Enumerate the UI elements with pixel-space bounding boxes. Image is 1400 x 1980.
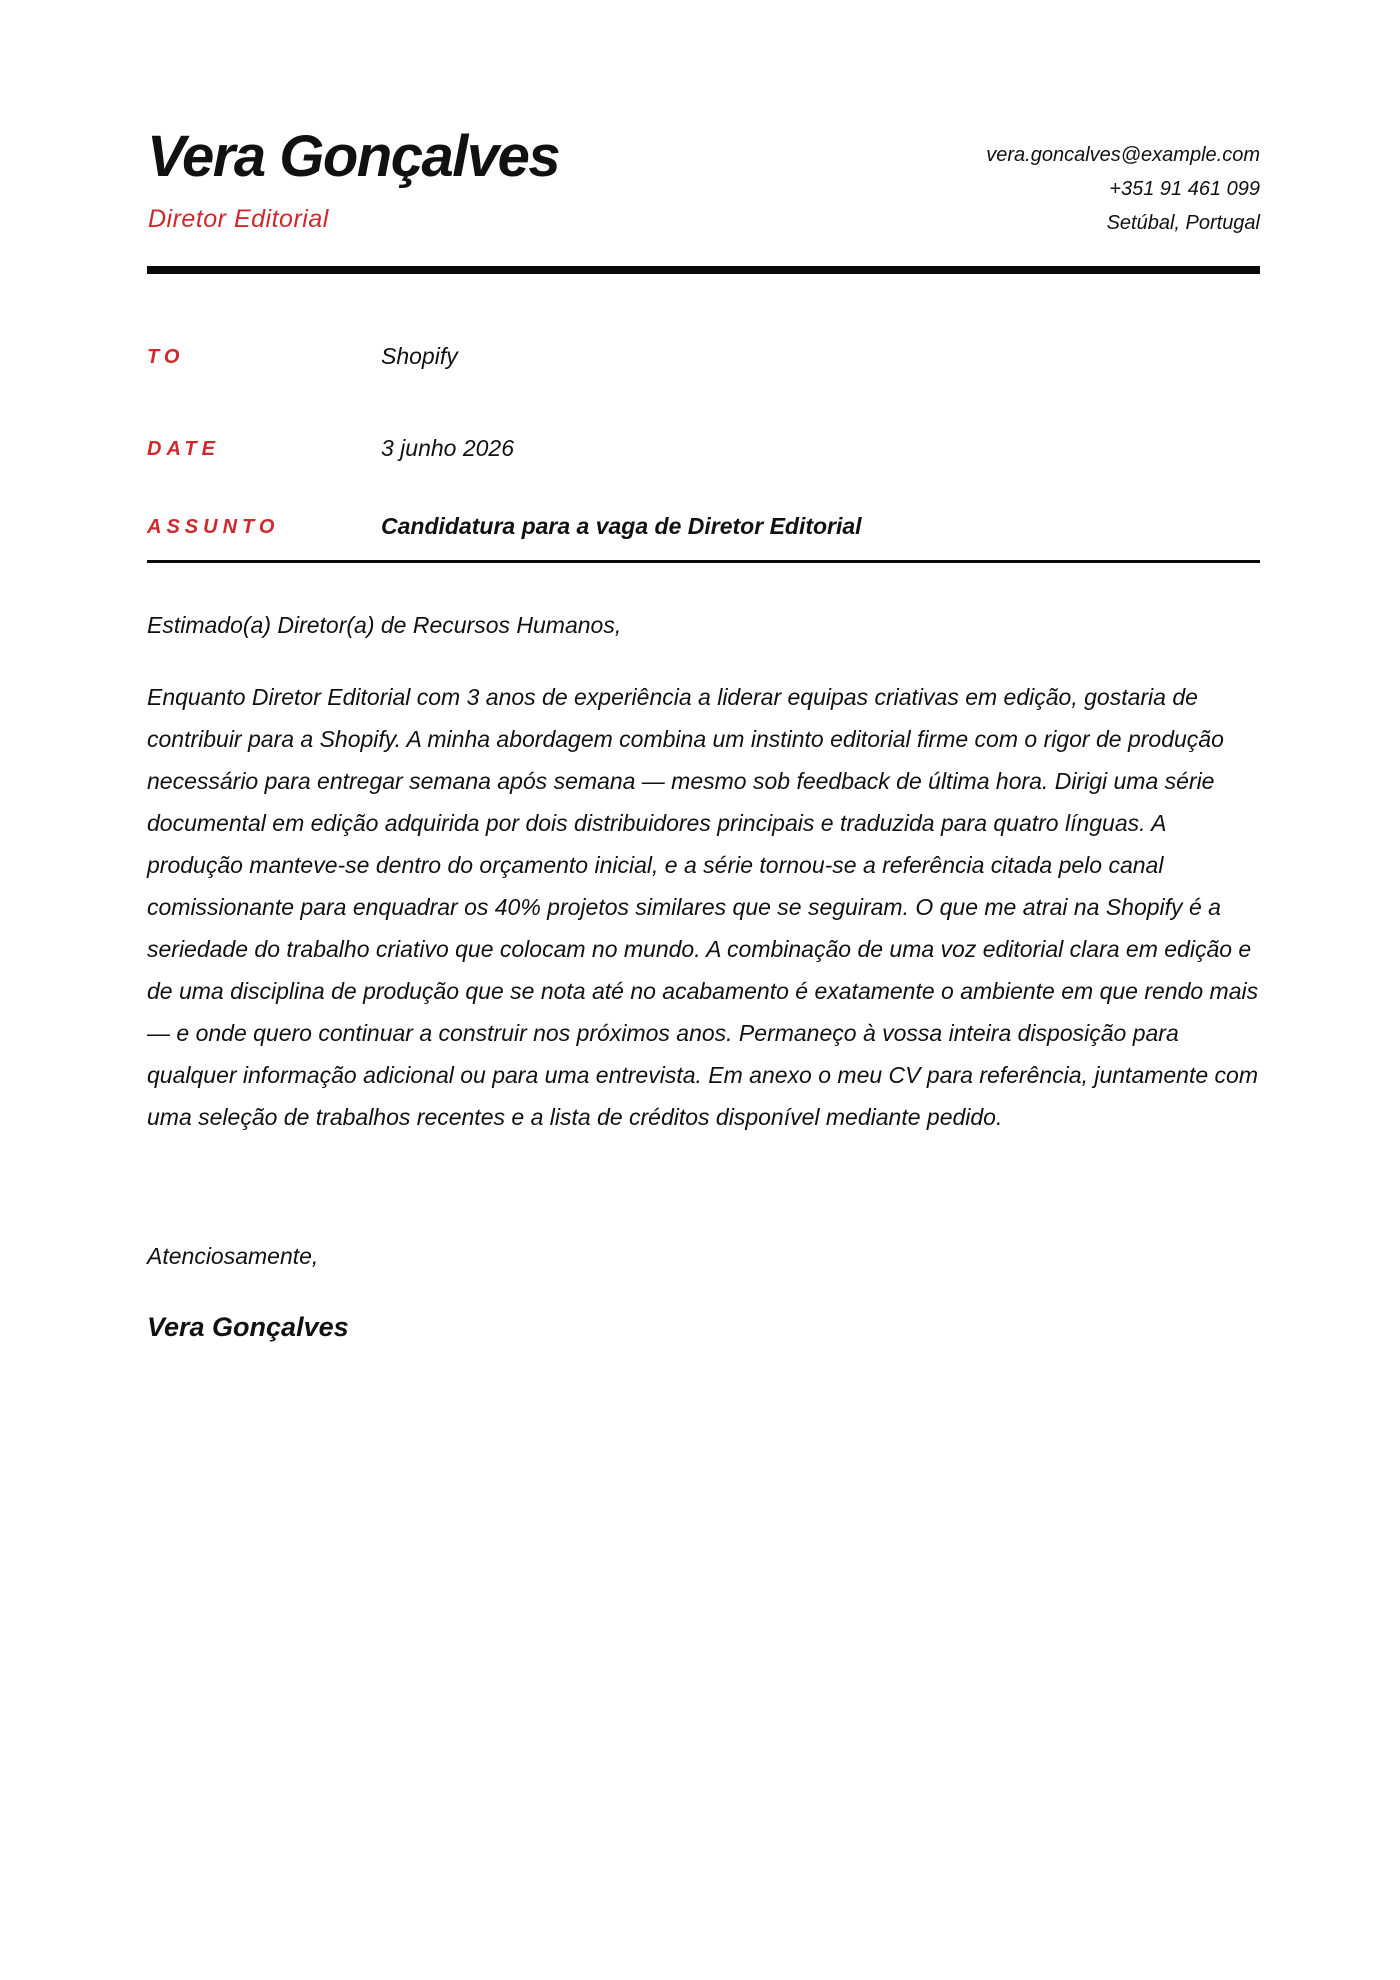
- subject-label: ASSUNTO: [147, 516, 280, 538]
- contact-block: [986, 138, 1260, 240]
- header-divider: [147, 266, 1260, 274]
- letter-closing: Atenciosamente,: [147, 1243, 319, 1269]
- letter-greeting: Estimado(a) Diretor(a) de Recursos Humanos,: [147, 612, 622, 638]
- meta-row-subject: [147, 513, 1260, 557]
- applicant-name: Vera Gonçalves: [147, 124, 560, 189]
- contact-phone: +351 91 461 099: [1109, 178, 1260, 200]
- to-value: Shopify: [381, 343, 458, 369]
- meta-divider: [147, 560, 1260, 563]
- date-value: 3 junho 2026: [381, 435, 515, 461]
- contact-location: Setúbal, Portugal: [1106, 212, 1260, 234]
- subject-value: Candidatura para a vaga de Diretor Editorial: [381, 513, 862, 539]
- meta-row-date: [147, 435, 1260, 479]
- letter-body: Enquanto Diretor Editorial com 3 anos de experiência a liderar equipas criativas em edição, gostaria de contribuir para a Shopify. A minha abordagem combina um instinto editorial firme com o rigor de produção necessário para entregar semana após semana — mesmo sob feedback de última hora. Dirigi uma série documental em edição adquirida por dois distribuidores principais e traduzida para quatro línguas. A produção manteve-se dentro do orçamento inicial, e a série tornou-se a referência citada pelo canal comissionante para enquadrar os 40% projetos similares que se seguiram. O que me atrai na Shopify é a seriedade do trabalho criativo que colocam no mundo. A combinação de uma voz editorial clara em edição e de uma disciplina de produção que se nota até no acabamento é exatamente o ambiente em que rendo mais — e onde quero continuar a construir nos próximos anos. Permaneço à vossa inteira disposição para qualquer informação adicional ou para uma entrevista. Em anexo o meu CV para referência, juntamente com uma seleção de trabalhos recentes e a lista de créditos disponível mediante pedido.: [147, 684, 1259, 1130]
- to-label: TO: [147, 346, 185, 368]
- letter-signature: Vera Gonçalves: [147, 1312, 349, 1342]
- date-label: DATE: [147, 438, 220, 460]
- applicant-role: Diretor Editorial: [148, 205, 329, 233]
- contact-email: vera.goncalves@example.com: [986, 144, 1260, 166]
- meta-row-to: [147, 343, 1260, 387]
